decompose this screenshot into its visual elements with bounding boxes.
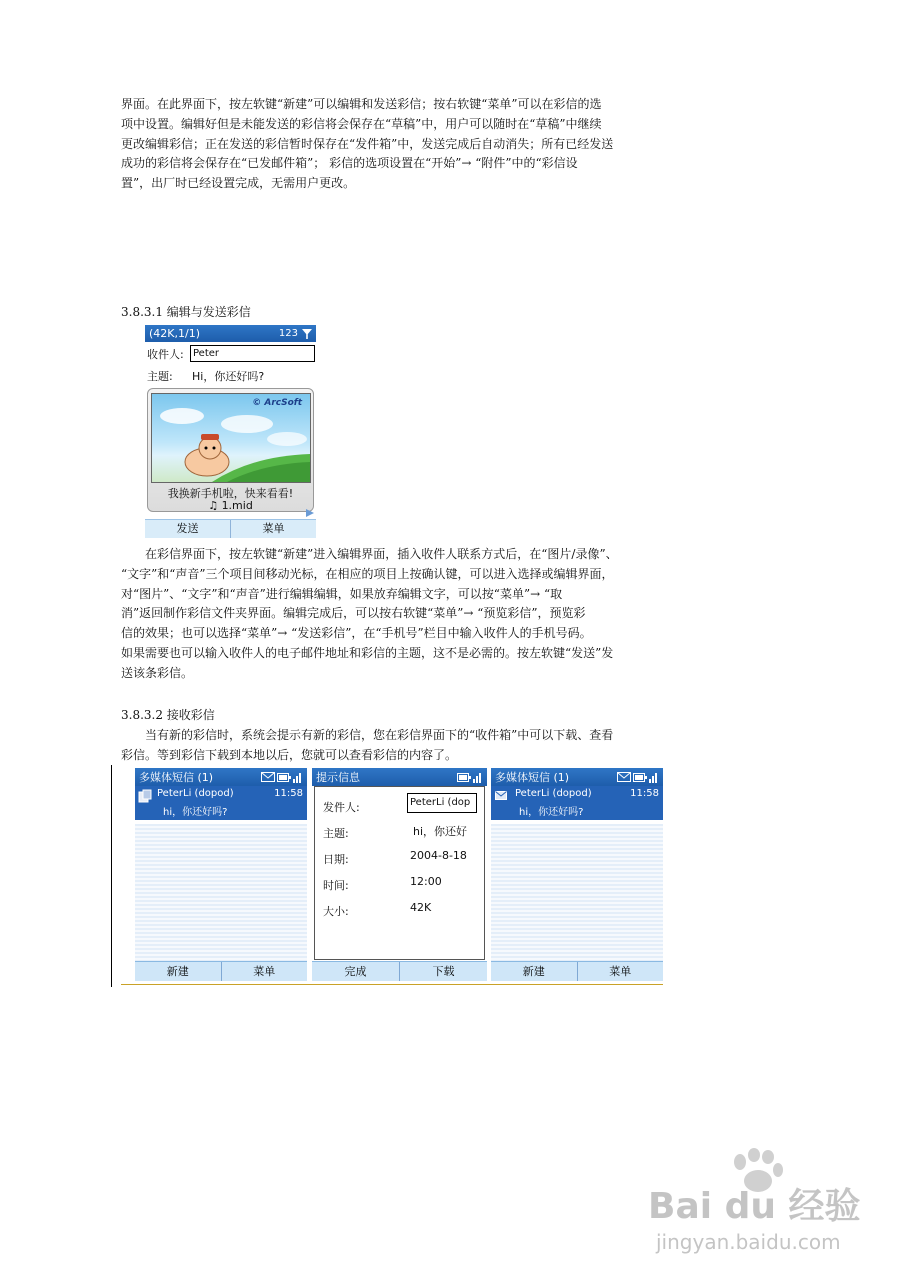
recipient-input[interactable]: Peter: [190, 345, 315, 362]
section1-line: 在彩信界面下，按左软键“新建”进入编辑界面，插入收件人联系方式后，在“图片/录像”、: [145, 547, 618, 561]
message-sender: PeterLi (dopod): [515, 788, 592, 799]
subject-value[interactable]: Hi，你还好吗?: [192, 370, 265, 383]
message-list-item[interactable]: [491, 786, 663, 820]
inbox-screen-1: [135, 768, 307, 981]
input-mode-indicator: 123: [278, 328, 298, 339]
sender-label: 发件人:: [323, 801, 360, 814]
time-label: 时间:: [323, 879, 349, 892]
inbox-title: 多媒体短信 (1): [139, 771, 214, 784]
intro-line: 界面。在此界面下，按左软键“新建”可以编辑和发送彩信；按右软键“菜单”可以在彩信的选: [121, 97, 602, 111]
intro-line: 成功的彩信将会保存在“已发邮件箱”； 彩信的选项设置在“开始”→ “附件”中的“彩信设: [121, 156, 578, 171]
message-sender: PeterLi (dopod): [157, 788, 234, 799]
time-value: 12:00: [410, 875, 442, 888]
mms-slide[interactable]: [147, 388, 314, 512]
envelope-icon: [261, 772, 275, 782]
notice-title: 提示信息: [316, 771, 360, 784]
done-button[interactable]: 完成: [344, 965, 367, 978]
new-button[interactable]: 新建: [522, 965, 545, 978]
date-value: 2004-8-18: [410, 849, 467, 862]
mms-message-icon: [138, 789, 152, 803]
menu-button[interactable]: 菜单: [230, 520, 316, 538]
intro-line: 置”，出厂时已经设置完成，无需用户更改。: [121, 176, 356, 191]
date-label: 日期:: [323, 853, 349, 866]
message-time: 11:58: [274, 788, 303, 799]
baidu-jingyan-watermark: [648, 1148, 868, 1258]
inbox-screen-2: [491, 768, 663, 981]
list-background: [135, 824, 307, 962]
mms-sound[interactable]: [148, 499, 313, 512]
music-note-icon: ♫: [208, 499, 219, 512]
copyright-icon: ©: [252, 398, 262, 408]
compose-softkey-bar: [145, 519, 316, 538]
envelope-message-icon: [495, 791, 507, 800]
download-button[interactable]: 下载: [399, 962, 487, 981]
inbox-title-bar: [491, 768, 663, 786]
notice-title-bar: [312, 768, 487, 786]
compose-title: (42K,1/1): [149, 327, 200, 340]
compose-title-bar: [145, 325, 316, 342]
section1-line: 送该条彩信。: [121, 665, 194, 680]
sender-value-box[interactable]: [407, 793, 477, 813]
watermark-brand: Bai du 经验: [648, 1186, 861, 1227]
battery-icon: [633, 773, 647, 782]
compose-screen: [145, 325, 316, 538]
battery-icon: [277, 773, 291, 782]
subject-value: hi，你还好: [413, 825, 468, 838]
watermark-url: jingyan.baidu.com: [656, 1230, 841, 1254]
signal-bars-icon: [649, 771, 659, 783]
inbox-softkey-bar: [135, 961, 307, 981]
subject-label: 主题:: [323, 827, 349, 840]
figure-left-rule: [111, 765, 112, 987]
message-list-item[interactable]: [135, 786, 307, 820]
notice-softkey-bar: [312, 961, 487, 981]
message-preview: hi，你还好吗?: [163, 807, 228, 818]
section1-line: “文字”和“声音”三个项目间移动光标，在相应的项目上按确认键，可以进入选择或编辑界面，: [121, 566, 614, 581]
notice-dialog: [314, 786, 485, 960]
section1-line: 信的效果；也可以选择“菜单”→ “发送彩信”，在“手机号”栏目中输入收件人的手机号码。: [121, 626, 592, 641]
section1-paragraph: [121, 545, 663, 684]
signal-bars-icon: [293, 771, 303, 783]
size-value: 42K: [410, 901, 432, 914]
section1-line: 消”返回制作彩信文件夹界面。编辑完成后，可以按右软键“菜单”→ “预览彩信”，预览彩: [121, 606, 586, 621]
send-button[interactable]: 发送: [176, 522, 199, 535]
menu-button[interactable]: 菜单: [577, 962, 664, 981]
section2-line: 彩信。等到彩信下载到本地以后，您就可以查看彩信的内容了。: [121, 747, 458, 762]
section2-paragraph: [121, 726, 663, 766]
battery-icon: [457, 773, 471, 782]
arcsoft-logo: © ArcSoft: [252, 398, 302, 408]
menu-button[interactable]: 菜单: [221, 962, 308, 981]
inbox-softkey-bar: [491, 961, 663, 981]
list-background: [491, 824, 663, 962]
sender-value: PeterLi (dop: [410, 797, 471, 808]
section-heading-receive: 3.8.3.2 接收彩信: [121, 708, 215, 722]
message-preview: hi，你还好吗?: [519, 807, 584, 818]
section-heading-edit-send: 3.8.3.1 编辑与发送彩信: [121, 305, 251, 319]
mms-picture[interactable]: [151, 393, 311, 483]
recipient-label: 收件人:: [147, 348, 184, 361]
figure-bottom-rule: [121, 984, 663, 985]
signal-bars-icon: [473, 771, 483, 783]
inbox-title: 多媒体短信 (1): [495, 771, 570, 784]
mms-caption[interactable]: 我换新手机啦，快来看看!: [167, 487, 294, 500]
section1-line: 对“图片”、“文字”和“声音”进行编辑编辑，如果放弃编辑文字，可以按“菜单”→ “取: [121, 586, 563, 601]
inbox-title-bar: [135, 768, 307, 786]
signal-icon: [302, 329, 312, 339]
next-slide-icon[interactable]: [306, 509, 314, 517]
message-time: 11:58: [630, 788, 659, 799]
intro-line: 项中设置。编辑好但是未能发送的彩信将会保存在“草稿”中，用户可以随时在“草稿”中继续: [121, 116, 602, 131]
intro-line: 更改编辑彩信；正在发送的彩信暂时保存在“发件箱”中，发送完成后自动消失；所有已经发送: [121, 136, 614, 151]
section2-line: 当有新的彩信时，系统会提示有新的彩信，您在彩信界面下的“收件箱”中可以下载、查看: [145, 728, 614, 742]
intro-paragraph: [121, 95, 663, 194]
envelope-icon: [617, 772, 631, 782]
size-label: 大小:: [323, 905, 349, 918]
notice-screen: [312, 768, 487, 981]
subject-label: 主题:: [147, 370, 173, 383]
sound-file-name: 1.mid: [221, 499, 253, 512]
section1-line: 如果需要也可以输入收件人的电子邮件地址和彩信的主题，这不是必需的。按左软键“发送”发: [121, 645, 614, 660]
new-button[interactable]: 新建: [166, 965, 189, 978]
